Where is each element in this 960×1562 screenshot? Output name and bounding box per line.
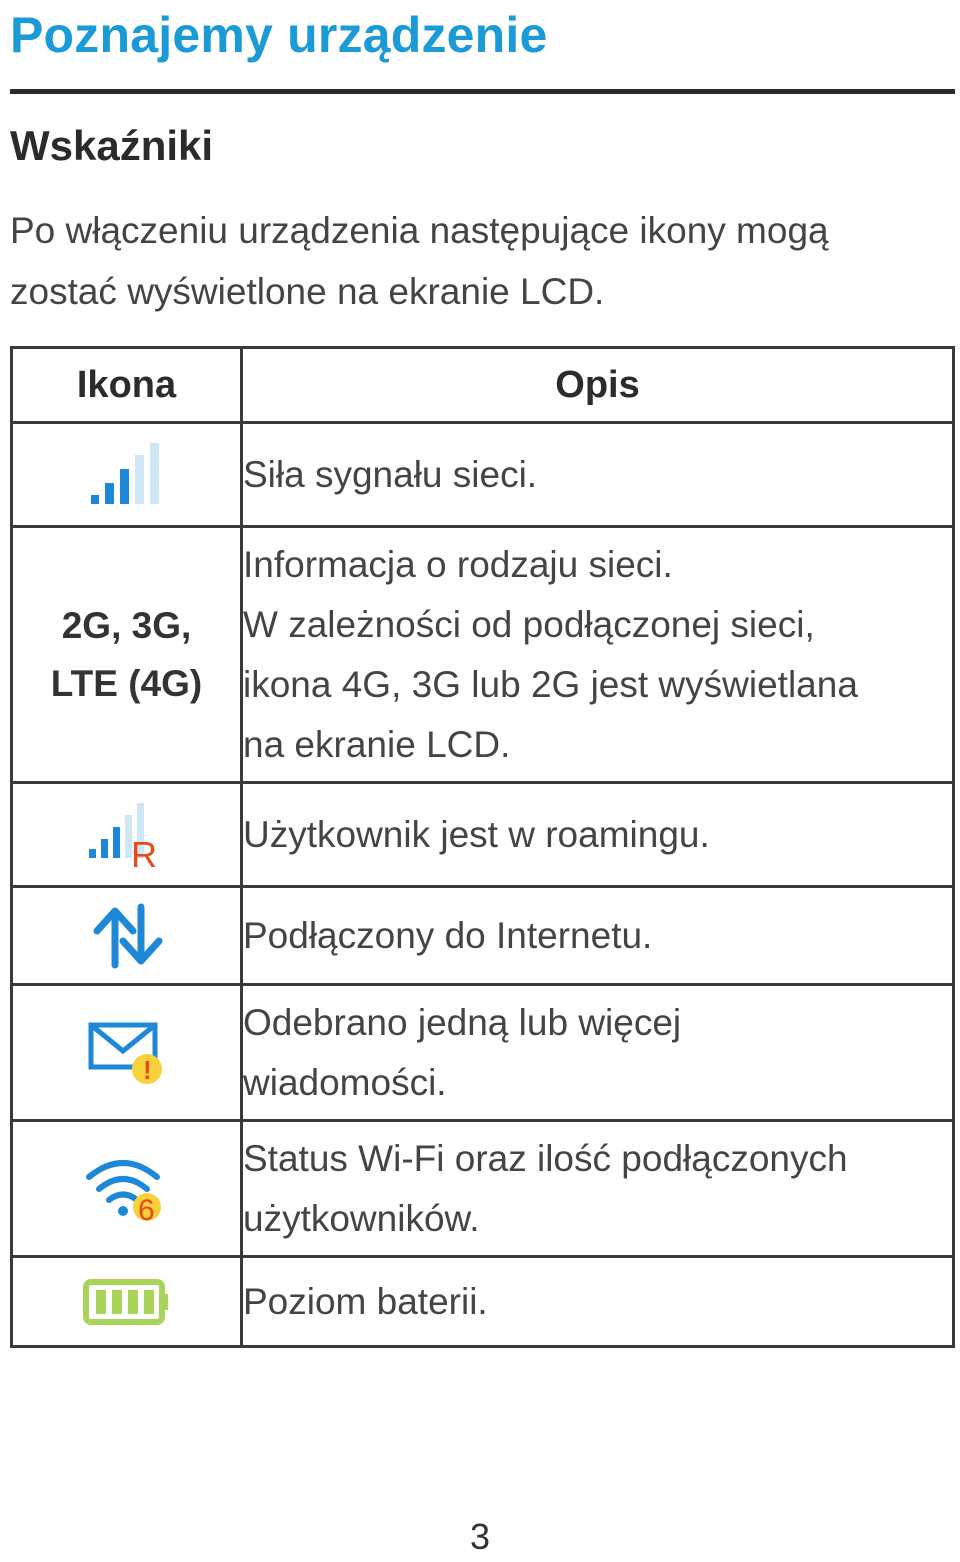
wifi-user-count: 6: [137, 1193, 155, 1225]
description-line: Siła sygnału sieci.: [243, 453, 538, 495]
icon-cell: [12, 887, 242, 985]
table-row: [12, 783, 954, 887]
table-row: [12, 985, 954, 1121]
description-line: Podłączony do Internetu.: [243, 914, 653, 956]
description-line: Odebrano jedną lub więcej: [243, 1001, 682, 1043]
icon-cell: [12, 985, 242, 1121]
icon-cell: [12, 527, 242, 783]
page-number: 3: [469, 1516, 491, 1557]
description-line: na ekranie LCD.: [243, 723, 511, 765]
section-heading: Wskaźniki: [10, 122, 214, 169]
table-row: [12, 527, 954, 783]
roaming-icon: [85, 799, 169, 871]
description-cell: [242, 527, 954, 783]
table-header-row: [12, 348, 954, 423]
icons-table: [10, 346, 955, 1348]
table-row: [12, 887, 954, 985]
icon-cell: [12, 1121, 242, 1257]
table-row: [12, 1121, 954, 1257]
description-line: Informacja o rodzaju sieci.: [243, 543, 673, 585]
icon-cell: [12, 783, 242, 887]
description-line: wiadomości.: [243, 1061, 447, 1103]
description-cell: [242, 1257, 954, 1347]
description-line: Status Wi-Fi oraz ilość podłączonych: [243, 1137, 848, 1179]
wifi-icon: [85, 1153, 169, 1225]
description-cell: [242, 1121, 954, 1257]
icon-cell: [12, 423, 242, 527]
intro-line: Po włączeniu urządzenia następujące ikony mogą: [10, 210, 829, 251]
data-transfer-icon: [85, 903, 169, 969]
column-header-description: Opis: [242, 348, 954, 423]
roaming-letter: R: [130, 833, 157, 871]
description-line: W zależności od podłączonej sieci,: [243, 603, 815, 645]
description-cell: [242, 985, 954, 1121]
intro-paragraph: [10, 200, 955, 322]
page-title: Poznajemy urządzenie: [10, 7, 548, 63]
message-icon: [85, 1017, 169, 1089]
description-line: ikona 4G, 3G lub 2G jest wyświetlana: [243, 663, 858, 705]
title-divider: [10, 89, 955, 94]
intro-line: zostać wyświetlone na ekranie LCD.: [10, 271, 605, 312]
table-row: [12, 1257, 954, 1347]
description-line: Użytkownik jest w roamingu.: [243, 813, 710, 855]
description-cell: [242, 783, 954, 887]
battery-icon: [82, 1276, 172, 1328]
table-row: [12, 423, 954, 527]
description-line: Poziom baterii.: [243, 1280, 488, 1322]
description-line: użytkowników.: [243, 1197, 480, 1239]
network-type-label: 2G, 3G,: [61, 604, 192, 646]
icon-cell: [12, 1257, 242, 1347]
description-cell: [242, 887, 954, 985]
network-type-label: LTE (4G): [50, 662, 203, 704]
column-header-icon: Ikona: [12, 348, 242, 423]
description-cell: [242, 423, 954, 527]
message-badge-mark: !: [142, 1054, 152, 1085]
signal-strength-icon: [85, 439, 169, 511]
